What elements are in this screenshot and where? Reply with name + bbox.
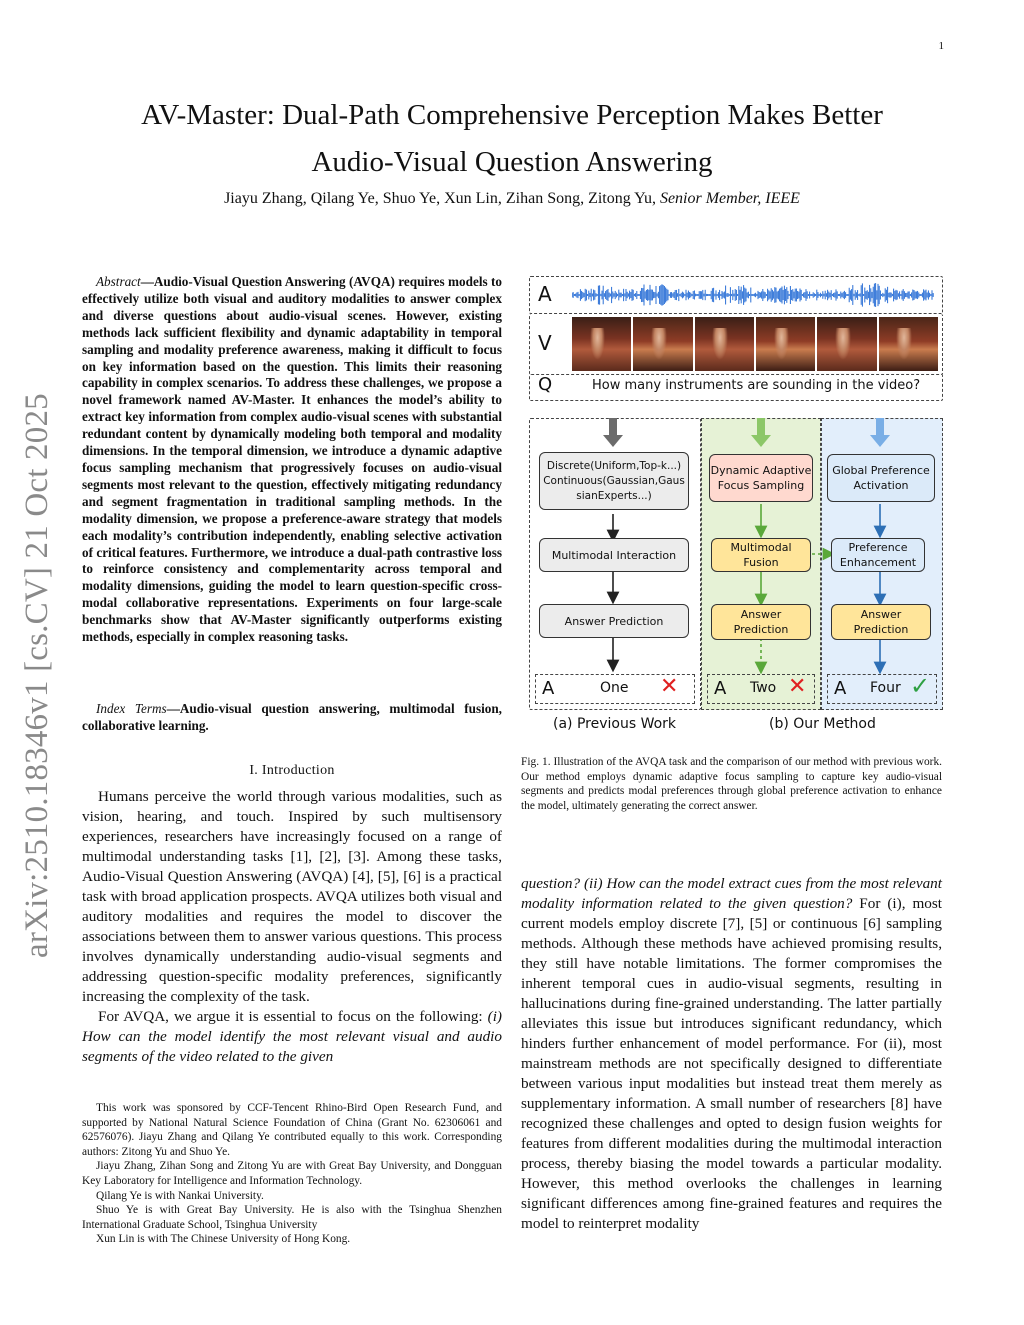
figure-caption: Fig. 1. Illustration of the AVQA task and the comparison of our method with previous work. Our method employs dynamic adaptive focus sampling to capture key audio-visual segments and predicts modal preferences through global preference activation to enhance the model, ultimately generating the correct answer. xyxy=(521,756,942,813)
wrong-mark-icon: ✕ xyxy=(660,674,679,699)
answer-two: Two xyxy=(750,680,777,696)
footnotes xyxy=(82,1101,502,1247)
figure-1 xyxy=(521,272,943,742)
label-our-method: (b) Our Method xyxy=(769,716,876,732)
answer-letter: A xyxy=(714,678,727,699)
right-q-italic: question? (ii) How can the model extract cues from the most relevant modality information related to the given question? xyxy=(521,875,942,912)
correct-check-icon: ✓ xyxy=(910,672,931,700)
abstract-lead: Abstract xyxy=(96,274,141,289)
box-answer-prediction-right: Answer Prediction xyxy=(831,604,931,640)
question-label: Q xyxy=(538,374,553,395)
intro-p2-italic: (i) How can the model identify the most relevant visual and audio segments of the video related to the given xyxy=(82,1008,502,1065)
wrong-mark-icon: ✕ xyxy=(788,674,807,699)
abstract-text: —Audio-Visual Question Answering (AVQA) requires models to effectively utilize both visual and auditory modalities to answer complex and diverse questions about audio-visual scenes. However, existing methods lack sufficient flexibility and dynamic adaptability in temporal sampling and modality preference awareness, making it difficult to focus on key information based on the question. This limits their reasoning capability in complex scenarios. To address these challenges, we propose a novel framework named AV-Master. It enhances the model’s ability to extract key information from complex audio-visual scenes with substantial redundant content by dynamically modeling both temporal and modality dimensions. In the temporal dimension, we introduce a dynamic adaptive focus sampling mechanism that progressively focuses on audio-visual segments most relevant to the question, effectively mitigating redundancy and segment fragmentation in traditional sampling methods. In the modality dimension, we propose a preference-aware strategy that models each modality’s contribution independently, enabling selective activation of critical features. Furthermore, we introduce a dual-path contrastive loss to reinforce consistency and complementarity across temporal and modality dimensions, guiding the model to learn question-specific cross-modal collaborative representations. Experiments on four large-scale benchmarks show that AV-Master significantly outperforms existing methods, especially in complex reasoning tasks. xyxy=(82,274,502,645)
box-dynamic-adaptive-focus-sampling: Dynamic Adaptive Focus Sampling xyxy=(709,454,813,502)
authors-role: Senior Member, IEEE xyxy=(659,190,800,207)
page-number: 1 xyxy=(938,40,944,52)
answer-one: One xyxy=(600,680,629,696)
right-text: For (i), most current models employ discrete [7], [5] or continuous [6] sampling methods. Although these methods have achieved promising results, they still have notable limitations. The former compromises the inherent temporal cues in audio-visual segments, resulting in hallucinations during fine-grained understanding. The latter partially alleviates this issue but introduces significant redundancy, which hinders further enhancement of model performance. For (ii), most mainstream methods are not specifically designed to differentiate between various input modalities but instead treat them merely as supplementary information. A small number of researchers [8] have recognized these challenges and opted to design fusion weights for features from different modalities during the multimodal interaction process, thereby biasing the model towards a particular modality. However, this method overlooks the challenges in learning significant differences among fine-grained features and requires the model to reinterpret modality xyxy=(521,895,942,1232)
answer-row-right xyxy=(827,674,937,704)
intro-p2-text: For AVQA, we argue it is essential to focus on the following: xyxy=(98,1008,488,1025)
footnote-affil-1: Jiayu Zhang, Zihan Song and Zitong Yu are with Great Bay University, and Dongguan Key Laboratory for Intelligence and Information Technology. xyxy=(82,1160,502,1187)
abstract xyxy=(82,274,502,646)
footnote-affil-4: Xun Lin is with The Chinese University of Hong Kong. xyxy=(96,1233,351,1246)
section-heading: I. Introduction xyxy=(249,763,335,778)
introduction xyxy=(82,787,502,1067)
footnote-funding: This work was sponsored by CCF-Tencent Rhino-Bird Open Research Fund, and supported by National Natural Science Foundation of China (Grant No. 62306061 and 62576076). Jiayu Zhang and Qilang Ye contributed equally to this work. Corresponding authors: Zitong Yu and Shuo Ye. xyxy=(82,1102,502,1158)
answer-letter: A xyxy=(834,678,847,699)
index-terms xyxy=(82,701,502,735)
label-previous-work: (a) Previous Work xyxy=(553,716,677,732)
footnote-affil-3: Shuo Ye is with Great Bay University. He is also with the Tsinghua Shenzhen International Graduate School, Tsinghua University xyxy=(82,1204,502,1231)
intro-paragraph-2 xyxy=(82,1007,502,1067)
box-multimodal-fusion: Multimodal Fusion xyxy=(711,538,811,572)
authors-names: Jiayu Zhang, Qilang Ye, Shuo Ye, Xun Lin, Zihan Song, Zitong Yu, xyxy=(224,190,656,207)
box-multimodal-interaction: Multimodal Interaction xyxy=(539,538,689,572)
right-paragraph xyxy=(521,874,942,1234)
footnote-affil-2: Qilang Ye is with Nankai University. xyxy=(96,1189,264,1202)
author-list xyxy=(60,190,964,208)
video-label: V xyxy=(538,331,552,355)
audio-label: A xyxy=(538,282,552,306)
right-column-text xyxy=(521,874,942,1234)
box-global-preference-activation: Global Preference Activation xyxy=(827,454,935,502)
title-line-2: Audio-Visual Question Answering xyxy=(311,146,713,178)
arxiv-stamp: arXiv:2510.18346v1 [cs.CV] 21 Oct 2025 xyxy=(19,393,55,958)
answer-row-mid xyxy=(707,674,815,704)
box-answer-prediction-prev: Answer Prediction xyxy=(539,604,689,638)
answer-row-prev xyxy=(535,674,695,704)
answer-letter: A xyxy=(542,678,555,699)
index-terms-lead: Index Terms xyxy=(96,701,167,716)
box-discrete-continuous: Discrete(Uniform,Top-k...) Continuous(Gaussian,Gaus sianExperts...) xyxy=(539,452,689,510)
intro-paragraph-1: Humans perceive the world through various modalities, such as vision, hearing, and touch. Inspired by such multisensory experiences, researchers have increasingly focused on a range of multimodal understanding tasks [1], [2], [3]. Among these tasks, Audio-Visual Question Answering (AVQA) [4], [5], [6] is a practical task with broad application prospects. AVQA utilizes both visual and auditory modalities and requires the model to discover the associations between them to answer various questions. This process involves dynamically understanding audio-visual segments and addressing question-specific modality preferences, significantly increasing the complexity of the task. xyxy=(82,788,502,1005)
index-terms-text: —Audio-visual question answering, multimodal fusion, collaborative learning. xyxy=(82,701,502,733)
box-answer-prediction-mid: Answer Prediction xyxy=(711,604,811,640)
box-preference-enhancement: Preference Enhancement xyxy=(831,538,925,572)
question-text: How many instruments are sounding in the video? xyxy=(592,378,921,393)
paper-title xyxy=(60,92,964,186)
title-line-1: AV-Master: Dual-Path Comprehensive Perception Makes Better xyxy=(141,99,883,131)
answer-four: Four xyxy=(870,680,901,696)
